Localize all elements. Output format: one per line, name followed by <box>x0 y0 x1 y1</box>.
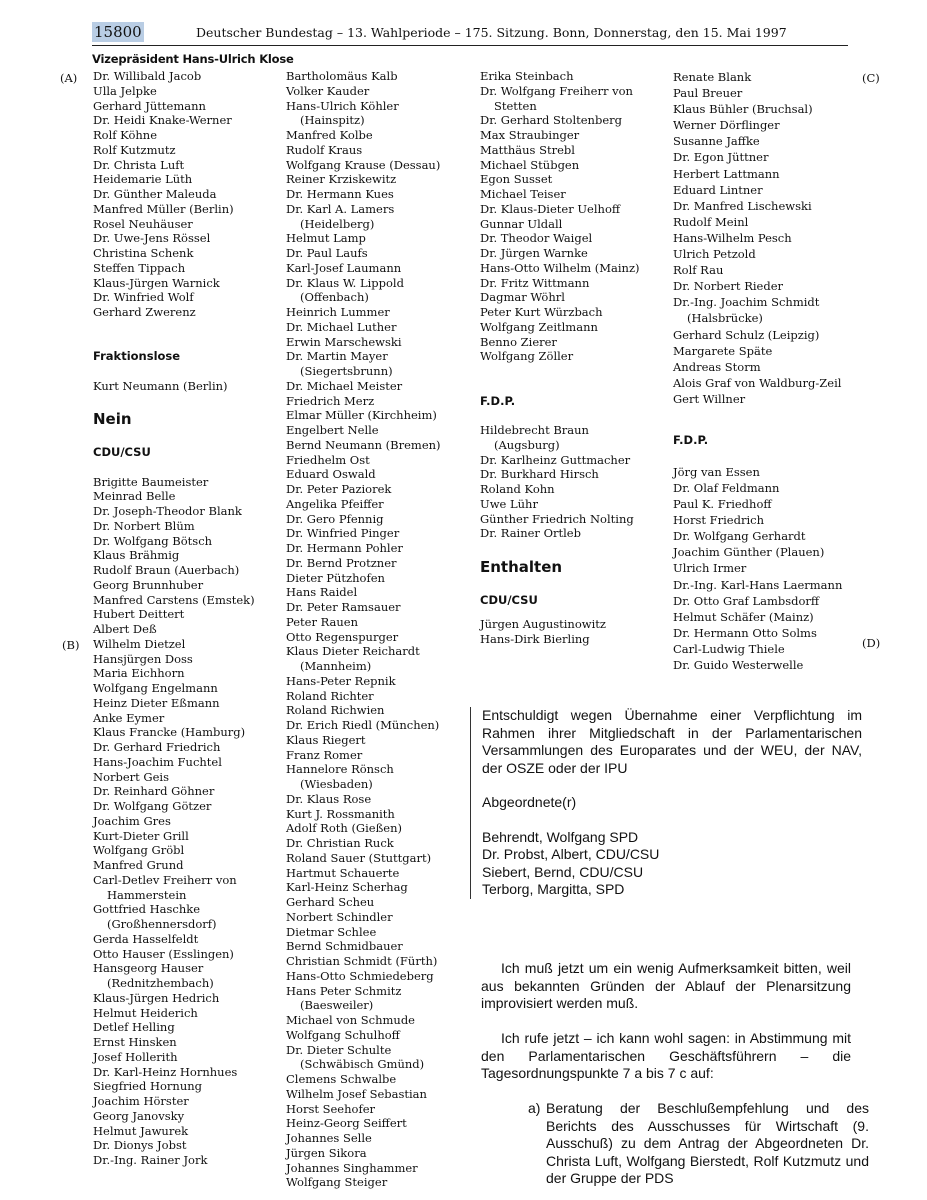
member-name: Dr. Hermann Kues <box>286 187 394 201</box>
member-name: Wolfgang Krause (Dessau) <box>286 157 441 172</box>
member-name: Helmut Jawurek <box>93 1123 189 1138</box>
member-name-continuation: (Wiesbaden) <box>300 777 373 791</box>
excused-member: Siebert, Bernd, CDU/CSU <box>482 863 644 880</box>
member-name: Paul K. Friedhoff <box>673 497 772 512</box>
member-name: Wolfgang Gröbl <box>93 843 185 858</box>
member-name: Ulla Jelpke <box>93 83 157 98</box>
member-name: Max Straubinger <box>480 128 580 142</box>
member-name: Dr. Karlheinz Guttmacher <box>480 452 631 467</box>
member-name-continuation: (Halsbrücke) <box>687 311 763 326</box>
column-3 <box>480 69 640 647</box>
member-name: Gerhard Jüttemann <box>93 98 206 113</box>
member-name: Friedhelm Ost <box>286 452 370 467</box>
member-name: Wolfgang Schulhoff <box>286 1027 400 1042</box>
member-name: Volker Kauder <box>286 83 370 98</box>
member-name: Otto Hauser (Esslingen) <box>93 946 234 961</box>
member-name: Klaus Riegert <box>286 732 366 747</box>
member-name: Rolf Köhne <box>93 128 157 142</box>
member-name: Gerda Hasselfeldt <box>93 931 199 946</box>
member-name: Dr. Gero Pfennig <box>286 511 384 526</box>
member-name: Andreas Storm <box>673 359 761 374</box>
margin-marker-c: (C) <box>862 71 880 85</box>
member-name: Dr. Norbert Rieder <box>673 279 783 294</box>
member-name: Dr. Dieter Schulte <box>286 1042 392 1057</box>
member-name-continuation: (Siegertsbrunn) <box>300 364 393 378</box>
member-name: Werner Dörflinger <box>673 118 780 133</box>
member-name: Dr. Hermann Otto Solms <box>673 625 817 640</box>
member-name: Klaus Francke (Hamburg) <box>93 725 246 740</box>
member-name: Carl-Ludwig Thiele <box>673 641 785 656</box>
member-name: Peter Rauen <box>286 614 359 629</box>
member-name: Gerhard Schulz (Leipzig) <box>673 327 820 342</box>
member-name: Karl-Heinz Scherhag <box>286 880 408 895</box>
member-name: Dr. Joseph-Theodor Blank <box>93 504 242 518</box>
speech-paragraph-2: Ich rufe jetzt – ich kann wohl sagen: in Abstimmung mit den Parlamentarischen Geschäftsführern – die Tagesordnungspunkte 7 a bis 7 c auf: <box>481 1030 851 1081</box>
section-heading-fdp: F.D.P. <box>480 393 516 408</box>
member-name-continuation: (Baesweiler) <box>300 998 374 1013</box>
member-name-continuation: (Heidelberg) <box>300 216 375 231</box>
member-name: Wilhelm Dietzel <box>93 636 186 651</box>
member-name: Roland Kohn <box>480 482 555 496</box>
section-heading-fdp-enthalten: F.D.P. <box>673 433 709 448</box>
member-name: Dr. Wolfgang Bötsch <box>93 533 213 548</box>
member-name: Wilhelm Josef Sebastian <box>286 1086 427 1101</box>
member-name-continuation: Hammerstein <box>107 887 187 902</box>
member-name: Heinrich Lummer <box>286 305 390 319</box>
member-name: Franz Romer <box>286 747 363 762</box>
member-name: Heinz Dieter Eßmann <box>93 695 220 710</box>
member-name-continuation: (Hainspitz) <box>300 113 365 128</box>
member-name-continuation: (Großhennersdorf) <box>107 917 217 931</box>
member-name: Dr. Willibald Jacob <box>93 69 202 83</box>
member-name: Dr. Rainer Ortleb <box>480 526 581 541</box>
member-name: Detlef Helling <box>93 1020 175 1035</box>
member-name: Georg Janovsky <box>93 1108 185 1123</box>
member-name: Brigitte Baumeister <box>93 474 209 489</box>
agenda-item-a <box>528 1100 869 1188</box>
member-name: Jürgen Sikora <box>286 1145 367 1160</box>
member-name: Peter Kurt Würzbach <box>480 305 603 319</box>
member-name: Alois Graf von Waldburg-Zeil <box>673 375 842 390</box>
name-list-cdu-csu-continued <box>286 69 441 1190</box>
member-name: Klaus Dieter Reichardt <box>286 644 420 659</box>
member-name: Rolf Rau <box>673 263 724 278</box>
section-heading-fraktionslose: Fraktionslose <box>93 349 181 364</box>
member-name: Dr. Gerhard Friedrich <box>93 740 221 754</box>
name-list-enthalten-cdu-csu <box>673 69 842 407</box>
member-name: Wolfgang Zeitlmann <box>480 319 598 334</box>
name-list-pds <box>93 69 255 320</box>
member-name: Friedrich Merz <box>286 393 375 408</box>
member-name: Helmut Heiderich <box>93 1005 198 1020</box>
margin-marker-a: (A) <box>60 71 78 85</box>
name-list-cdu-csu <box>93 475 255 1168</box>
member-name: Dr. Hermann Pohler <box>286 541 403 555</box>
member-name: Heinz-Georg Seiffert <box>286 1116 407 1131</box>
member-name: Manfred Grund <box>93 858 184 872</box>
member-name: Michael Teiser <box>480 187 566 201</box>
member-name: Hans-Wilhelm Pesch <box>673 230 792 245</box>
member-name-continuation: (Offenbach) <box>300 290 369 305</box>
member-name: Manfred Müller (Berlin) <box>93 201 234 216</box>
member-name: Josef Hollerith <box>93 1049 178 1064</box>
member-name: Karl-Josef Laumann <box>286 260 402 275</box>
member-name: Rudolf Braun (Auerbach) <box>93 563 240 577</box>
excused-member: Dr. Probst, Albert, CDU/CSU <box>482 846 660 862</box>
column-4 <box>673 69 842 673</box>
member-name: Dr. Michael Meister <box>286 378 403 393</box>
excused-members-box <box>470 707 862 899</box>
member-name: Dr. Karl A. Lamers <box>286 201 395 216</box>
member-name: Matthäus Strebl <box>480 142 575 157</box>
member-name: Reiner Krziskewitz <box>286 172 397 187</box>
member-name: Hansgeorg Hauser <box>93 961 204 976</box>
member-name: Norbert Geis <box>93 769 169 784</box>
member-name: Wolfgang Zöller <box>480 349 574 364</box>
member-name: Johannes Singhammer <box>286 1160 418 1175</box>
name-list-enthalten <box>480 617 640 647</box>
member-name: Dietmar Schlee <box>286 924 377 939</box>
member-name: Adolf Roth (Gießen) <box>286 821 402 836</box>
column-1 <box>93 69 255 1168</box>
member-name: Anke Eymer <box>93 710 165 725</box>
member-name: Meinrad Belle <box>93 489 176 504</box>
page-number: 15800 <box>94 23 142 41</box>
member-name: Dieter Pützhofen <box>286 570 385 585</box>
member-name: Erwin Marschewski <box>286 334 402 349</box>
member-name: Herbert Lattmann <box>673 166 780 181</box>
member-name: Jürgen Augustinowitz <box>480 617 606 632</box>
member-name: Rudolf Meinl <box>673 214 749 229</box>
member-name: Manfred Carstens (Emstek) <box>93 592 255 607</box>
member-name: Bernd Neumann (Bremen) <box>286 437 441 452</box>
member-name: Christian Schmidt (Fürth) <box>286 954 438 968</box>
page-header <box>92 22 848 46</box>
member-name: Wolfgang Steiger <box>286 1175 388 1190</box>
section-heading-cdu-csu-enthalten: CDU/CSU <box>480 592 538 607</box>
member-name: Dr. Wolfgang Götzer <box>93 799 212 813</box>
member-name: Roland Richwien <box>286 703 385 718</box>
member-name: Christina Schenk <box>93 246 194 260</box>
member-name: Hildebrecht Braun <box>480 423 589 437</box>
vote-heading-enthalten: Enthalten <box>480 557 563 576</box>
member-name: Horst Seehofer <box>286 1101 376 1116</box>
member-name: Dr. Guido Westerwelle <box>673 658 804 673</box>
member-name: Hansjürgen Doss <box>93 651 193 666</box>
member-name: Dr. Bernd Protzner <box>286 555 397 570</box>
margin-marker-d: (D) <box>862 636 881 650</box>
member-name: Gert Willner <box>673 391 746 406</box>
member-name: Dr. Manfred Lischewski <box>673 198 812 213</box>
excused-member: Terborg, Margitta, SPD <box>482 881 625 897</box>
member-name: Ulrich Irmer <box>673 561 747 576</box>
member-name: Gunnar Uldall <box>480 216 563 231</box>
member-name: Hans Raidel <box>286 585 358 600</box>
presiding-speaker: Vizepräsident Hans-Ulrich Klose <box>92 52 294 66</box>
member-name: Michael von Schmude <box>286 1013 415 1027</box>
member-name: Dr. Michael Luther <box>286 319 397 334</box>
member-name: Clemens Schwalbe <box>286 1072 397 1086</box>
member-name: Günther Friedrich Nolting <box>480 511 634 526</box>
member-name: Gottfried Haschke <box>93 902 201 917</box>
member-name: Renate Blank <box>673 70 752 84</box>
header-rule <box>92 45 848 46</box>
member-name: Johannes Selle <box>286 1131 372 1145</box>
member-name: Georg Brunnhuber <box>93 577 204 592</box>
member-name: Bernd Schmidbauer <box>286 939 403 954</box>
member-name: Heidemarie Lüth <box>93 172 193 187</box>
member-name: Rolf Kutzmutz <box>93 142 176 157</box>
margin-marker-b: (B) <box>62 638 80 652</box>
member-name: Jörg van Essen <box>673 464 760 479</box>
member-name: Michael Stübgen <box>480 157 580 172</box>
name-list-fdp-enthalten <box>673 464 842 673</box>
member-name: Dr. Martin Mayer <box>286 349 388 364</box>
member-name: Bartholomäus Kalb <box>286 69 398 83</box>
member-name: Paul Breuer <box>673 86 743 101</box>
member-name-continuation: (Mannheim) <box>300 659 372 673</box>
member-name: Dr. Erich Riedl (München) <box>286 718 440 732</box>
member-name: Kurt-Dieter Grill <box>93 828 189 843</box>
member-name: Klaus Bühler (Bruchsal) <box>673 102 813 117</box>
member-name: Ernst Hinsken <box>93 1035 177 1049</box>
member-name: Hans-Ulrich Köhler <box>286 98 399 113</box>
member-name: Engelbert Nelle <box>286 423 379 437</box>
member-name: Kurt J. Rossmanith <box>286 806 395 821</box>
member-name: Dr. Peter Ramsauer <box>286 600 401 614</box>
member-name: Norbert Schindler <box>286 909 393 924</box>
member-name-continuation: (Rednitzhembach) <box>107 976 214 990</box>
member-name: Dagmar Wöhrl <box>480 290 565 305</box>
member-name: Klaus-Jürgen Warnick <box>93 275 220 290</box>
member-name: Dr. Günther Maleuda <box>93 187 217 201</box>
excused-member: Behrendt, Wolfgang SPD <box>482 828 639 845</box>
member-name: Dr. Norbert Blüm <box>93 518 195 533</box>
member-name: Dr. Jürgen Warnke <box>480 246 588 260</box>
member-name: Dr. Reinhard Göhner <box>93 784 215 799</box>
member-name: Dr. Wolfgang Gerhardt <box>673 529 806 544</box>
member-name: Hans-Otto Schmiedeberg <box>286 968 434 983</box>
member-name: Dr. Dionys Jobst <box>93 1138 187 1153</box>
member-name: Albert Deß <box>93 622 157 636</box>
member-name: Roland Richter <box>286 688 374 703</box>
section-heading-cdu-csu: CDU/CSU <box>93 445 151 459</box>
member-name: Manfred Kolbe <box>286 128 373 142</box>
member-name: Rudolf Kraus <box>286 142 363 157</box>
member-name: Dr. Burkhard Hirsch <box>480 467 599 482</box>
member-name: Klaus-Jürgen Hedrich <box>93 990 220 1005</box>
agenda-item-marker: a) <box>528 1100 541 1116</box>
speech-paragraph-1: Ich muß jetzt um ein wenig Aufmerksamkeit bitten, weil aus bekannten Gründen der Ablauf der Plenarsitzung improvisiert werden muß. <box>481 960 851 1011</box>
member-name: Dr. Otto Graf Lambsdorff <box>673 593 820 608</box>
member-name-continuation: (Schwäbisch Gmünd) <box>300 1057 425 1072</box>
member-name: Angelika Pfeiffer <box>286 496 384 511</box>
excused-intro: Entschuldigt wegen Übernahme einer Verpflichtung im Rahmen ihrer Mitgliedschaft in der Parlamentarischen Versammlungen des Europarates und der WEU, der NAV, der OSZE oder der IPU <box>482 707 862 776</box>
member-name: Roland Sauer (Stuttgart) <box>286 850 432 865</box>
member-name: Dr. Karl-Heinz Hornhues <box>93 1064 238 1079</box>
member-name: Erika Steinbach <box>480 69 574 83</box>
name-list-fraktionslose <box>93 379 255 394</box>
excused-member-list <box>482 829 862 899</box>
member-name: Eduard Lintner <box>673 182 763 197</box>
member-name: Dr. Klaus Rose <box>286 791 372 806</box>
member-name: Carl-Detlev Freiherr von <box>93 872 237 887</box>
member-name: Dr.-Ing. Karl-Hans Laermann <box>673 577 843 592</box>
member-name: Helmut Schäfer (Mainz) <box>673 609 814 624</box>
member-name: Uwe Lühr <box>480 496 538 511</box>
member-name: Eduard Oswald <box>286 467 376 482</box>
running-title: Deutscher Bundestag – 13. Wahlperiode – 175. Sitzung. Bonn, Donnerstag, den 15. Mai 1997 <box>196 25 787 40</box>
member-name: Wolfgang Engelmann <box>93 681 218 695</box>
member-name: Joachim Gres <box>93 813 171 828</box>
member-name: Dr. Peter Paziorek <box>286 482 392 496</box>
member-name: Hans-Peter Repnik <box>286 673 396 688</box>
member-name: Egon Susset <box>480 172 553 187</box>
member-name: Joachim Günther (Plauen) <box>673 545 825 560</box>
member-name-continuation: Stetten <box>494 98 537 113</box>
member-name: Otto Regenspurger <box>286 629 399 644</box>
member-name: Dr.-Ing. Rainer Jork <box>93 1153 208 1167</box>
member-name: Dr. Heidi Knake-Werner <box>93 113 232 128</box>
member-name: Dr. Uwe-Jens Rössel <box>93 231 211 246</box>
member-name: Dr. Klaus-Dieter Uelhoff <box>480 201 621 216</box>
vote-heading-nein: Nein <box>93 410 132 429</box>
member-name: Dr. Fritz Wittmann <box>480 275 590 290</box>
member-name: Klaus Brähmig <box>93 548 180 563</box>
member-name: Kurt Neumann (Berlin) <box>93 378 228 393</box>
member-name: Dr. Gerhard Stoltenberg <box>480 113 622 128</box>
member-name-continuation: (Augsburg) <box>494 437 560 452</box>
member-name: Hannelore Rönsch <box>286 762 394 777</box>
member-name: Dr.-Ing. Joachim Schmidt <box>673 295 820 310</box>
member-name: Hans Peter Schmitz <box>286 983 402 998</box>
member-name: Gerhard Scheu <box>286 895 375 909</box>
member-name: Hans-Dirk Bierling <box>480 632 590 646</box>
member-name: Susanne Jaffke <box>673 134 760 149</box>
excused-label: Abgeordnete(r) <box>482 794 577 810</box>
member-name: Maria Eichhorn <box>93 666 185 681</box>
member-name: Dr. Winfried Wolf <box>93 290 194 305</box>
member-name: Margarete Späte <box>673 343 773 358</box>
member-name: Dr. Klaus W. Lippold <box>286 275 404 290</box>
member-name: Hans-Otto Wilhelm (Mainz) <box>480 260 640 275</box>
member-name: Dr. Winfried Pinger <box>286 526 400 541</box>
member-name: Hans-Joachim Fuchtel <box>93 754 222 769</box>
member-name: Elmar Müller (Kirchheim) <box>286 408 437 423</box>
member-name: Dr. Olaf Feldmann <box>673 481 780 495</box>
member-name: Dr. Theodor Waigel <box>480 231 593 246</box>
member-name: Dr. Christa Luft <box>93 157 185 172</box>
member-name: Hubert Deittert <box>93 607 185 622</box>
member-name: Steffen Tippach <box>93 260 186 275</box>
member-name: Dr. Paul Laufs <box>286 246 368 260</box>
member-name: Benno Zierer <box>480 334 557 349</box>
name-list-cdu-csu-end <box>480 69 640 364</box>
member-name: Siegfried Hornung <box>93 1079 203 1094</box>
member-name: Gerhard Zwerenz <box>93 305 196 319</box>
member-name: Horst Friedrich <box>673 513 764 528</box>
column-2 <box>286 69 441 1190</box>
member-name: Dr. Wolfgang Freiherr von <box>480 83 633 98</box>
member-name: Joachim Hörster <box>93 1094 189 1108</box>
member-name: Hartmut Schauerte <box>286 865 400 880</box>
member-name: Rosel Neuhäuser <box>93 216 193 231</box>
member-name: Ulrich Petzold <box>673 247 756 262</box>
member-name: Dr. Egon Jüttner <box>673 150 769 165</box>
name-list-fdp <box>480 423 640 541</box>
member-name: Dr. Christian Ruck <box>286 836 394 850</box>
agenda-item-text: Beratung der Beschlußempfehlung und des Berichts des Ausschusses für Wirtschaft (9. Ausschuß) zu dem Antrag der Abgeordneten Dr. Christa Luft, Wolfgang Bierstedt, Rolf Kutzmutz und der Gruppe der PDS <box>546 1100 869 1186</box>
member-name: Helmut Lamp <box>286 231 366 246</box>
